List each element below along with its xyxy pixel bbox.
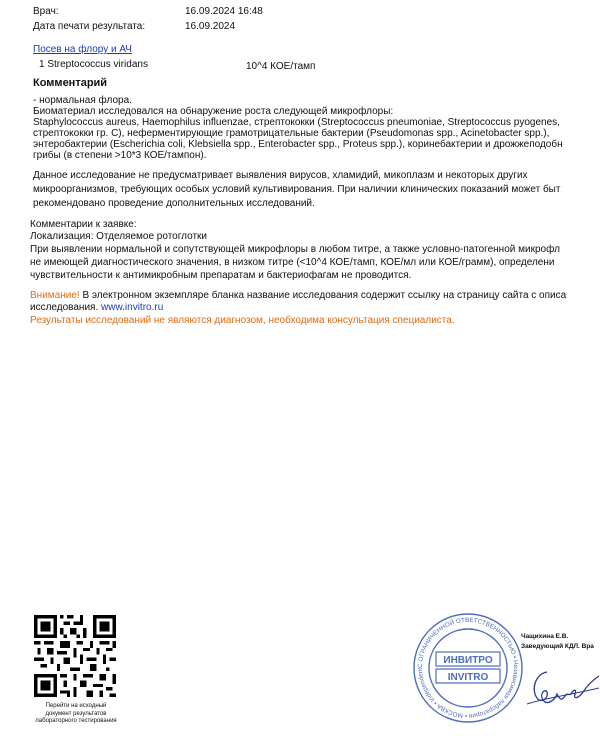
- comment-line: Staphylococcus aureus, Haemophilus influenzae, стрептококки (Streptococcus pneumoniae, Streptococcus pyogenes,: [33, 117, 560, 128]
- qr-caption: [30, 703, 122, 726]
- stamp-brand-ru: ИНВИТРО: [443, 655, 493, 666]
- comment-heading: Комментарий: [33, 77, 108, 89]
- qr-caption-line: документ результатов: [45, 710, 107, 717]
- comment-line: Биоматериал исследовался на обнаружение роста следующей микрофлоры:: [33, 106, 394, 117]
- site-link[interactable]: www.invitro.ru: [101, 302, 164, 313]
- warning-text-2: исследования.: [30, 302, 102, 313]
- qr-code[interactable]: [34, 615, 116, 697]
- warning-text: В электронном экземпляре бланка название исследования содержит ссылку на страницу сайта с описа: [79, 290, 567, 301]
- comment-line: стрептококки гр. С), неферментирующие грамотрицательные бактерии (Pseudomonas spp., Acinetobacter spp.),: [33, 128, 550, 139]
- cropped-top-line: [33, 0, 193, 4]
- signature: [525, 660, 600, 720]
- invitro-stamp: [412, 612, 524, 724]
- signatory-name: Чащихина Е.В.: [521, 633, 569, 640]
- attention-label: Внимание!: [30, 290, 80, 301]
- request-comment-line: не имеющей диагностического значения, в низком титре (<10^4 КОЕ/тамп, КОЕ/мл или КОЕ/грамм), определени: [30, 257, 555, 268]
- comment-line: грибы (в степени >10*3 КОЕ/тампон).: [33, 150, 207, 161]
- request-comment-line: При выявлении нормальной и сопутствующей микрофлоры в любом титре, а также условно-патогенной микрофл: [30, 244, 560, 255]
- doctor-value: 16.09.2024 16:48: [185, 6, 263, 17]
- note-line: Данное исследование не предусматривает выявления вирусов, хламидий, микоплазм и некоторых других: [33, 170, 528, 181]
- print-date-value: 16.09.2024: [185, 21, 236, 32]
- qr-caption-line: Перейти на исходный: [45, 703, 107, 709]
- warning-line-1: [30, 290, 566, 301]
- test-title-link[interactable]: Посев на флору и АЧ: [33, 44, 132, 55]
- note-line: микроорганизмов, требующих особых условий культивирования. При наличии клинических показаний может быт: [33, 184, 561, 195]
- comment-line: - нормальная флора.: [33, 95, 132, 106]
- note-line: рекомендовано проведение дополнительных исследований.: [33, 198, 315, 209]
- warning-line-2: [30, 302, 163, 313]
- localization-line: Локализация: Отделяемое ротоглотки: [30, 231, 208, 242]
- disclaimer: Результаты исследований не являются диагнозом, необходима консультация специалиста.: [30, 315, 455, 326]
- stamp-ring-text: С ОГРАНИЧЕННОЙ ОТВЕТСТВЕННОСТЬЮ • Независимая лаборатория • МОСКВА • Independent: [416, 616, 520, 720]
- request-comments-title: Комментарии к заявке:: [30, 219, 137, 230]
- signatory-position: Заведующий КДЛ. Вра: [521, 643, 594, 650]
- stamp-brand-en: INVITRO: [447, 672, 489, 683]
- doctor-label: Врач:: [33, 6, 59, 17]
- comment-line: энтеробактерии (Escherichia coli, Klebsiella spp., Enterobacter spp., Proteus spp.), коринебактерии и дрожжеподобн: [33, 139, 563, 150]
- result-value: 10^4 КОЕ/тамп: [246, 61, 316, 72]
- qr-caption-line: лабораторного тестирования: [35, 718, 117, 724]
- request-comment-line: чувствительности к антимикробным препаратам и бактериофагам не проводится.: [30, 270, 412, 281]
- result-name: 1 Streptococcus viridans: [39, 59, 148, 70]
- print-date-label: Дата печати результата:: [33, 21, 146, 32]
